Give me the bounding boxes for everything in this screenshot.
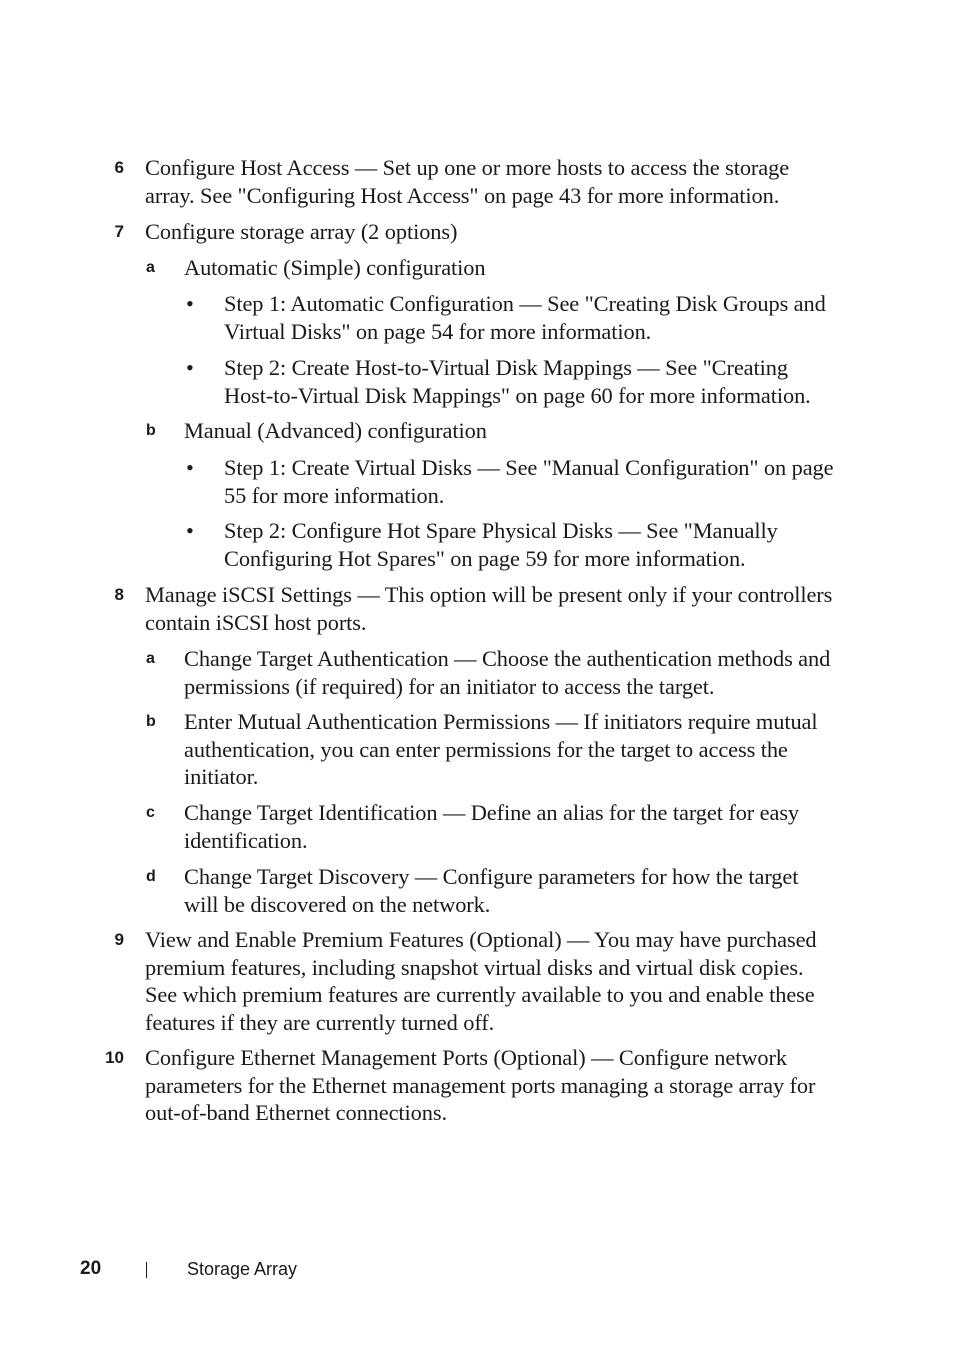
step-8-letter-b: b (146, 713, 156, 730)
step-7-text: Configure storage array (2 options) (145, 219, 458, 244)
step-7b-text: Manual (Advanced) configuration (184, 418, 487, 443)
bullet-icon: • (186, 291, 194, 316)
step-7a-bullet-1: Step 1: Automatic Configuration — See "Creating Disk Groups and Virtual Disks" on page 54 for more information. (224, 291, 826, 344)
footer-section-title: Storage Array (187, 1259, 298, 1279)
page-number: 20 (80, 1258, 102, 1279)
step-9-text: View and Enable Premium Features (Optional) — You may have purchased premium features, including snapshot virtual disks and virtual disk copies. See which premium features are currently available to you and enable these features if they are currently turned off. (145, 927, 817, 1035)
step-10-text: Configure Ethernet Management Ports (Optional) — Configure network parameters for the Ethernet management ports managing a storage array for out-of-band Ethernet connections. (145, 1045, 816, 1125)
step-7b-bullet-1: Step 1: Create Virtual Disks — See "Manual Configuration" on page 55 for more information. (224, 455, 834, 508)
step-number-8: 8 (114, 585, 124, 604)
step-7-letter-a: a (146, 259, 155, 276)
step-7a-bullet-2: Step 2: Create Host-to-Virtual Disk Mappings — See "Creating Host-to-Virtual Disk Mappings" on page 60 for more information. (224, 355, 811, 408)
step-8-letter-a: a (146, 650, 155, 667)
step-8d-text: Change Target Discovery — Configure parameters for how the target will be discovered on the network. (184, 864, 799, 917)
step-8-text: Manage iSCSI Settings — This option will be present only if your controllers contain iSCSI host ports. (145, 582, 833, 635)
bullet-icon: • (186, 518, 194, 543)
bullet-icon: • (186, 455, 194, 480)
step-number-9: 9 (114, 930, 124, 949)
step-8-letter-d: d (146, 868, 156, 885)
step-8c-text: Change Target Identification — Define an alias for the target for easy identification. (184, 800, 800, 853)
bullet-icon: • (186, 355, 194, 380)
footer-divider (146, 1262, 147, 1278)
step-number-6: 6 (114, 158, 124, 177)
step-7b-bullet-2: Step 2: Configure Hot Spare Physical Disks — See "Manually Configuring Hot Spares" on page 59 for more information. (224, 518, 778, 571)
step-8a-text: Change Target Authentication — Choose the authentication methods and permissions (if required) for an initiator to access the target. (184, 646, 831, 699)
step-8b-text: Enter Mutual Authentication Permissions — If initiators require mutual authentication, you can enter permissions for the target to access the initiator. (184, 709, 818, 789)
step-8-letter-c: c (146, 804, 155, 821)
step-number-7: 7 (114, 222, 124, 241)
step-7-letter-b: b (146, 422, 156, 439)
step-6-text: Configure Host Access — Set up one or more hosts to access the storage array. See "Configuring Host Access" on page 43 for more information. (145, 155, 790, 208)
step-7a-text: Automatic (Simple) configuration (184, 255, 486, 280)
step-number-10: 10 (105, 1048, 124, 1067)
